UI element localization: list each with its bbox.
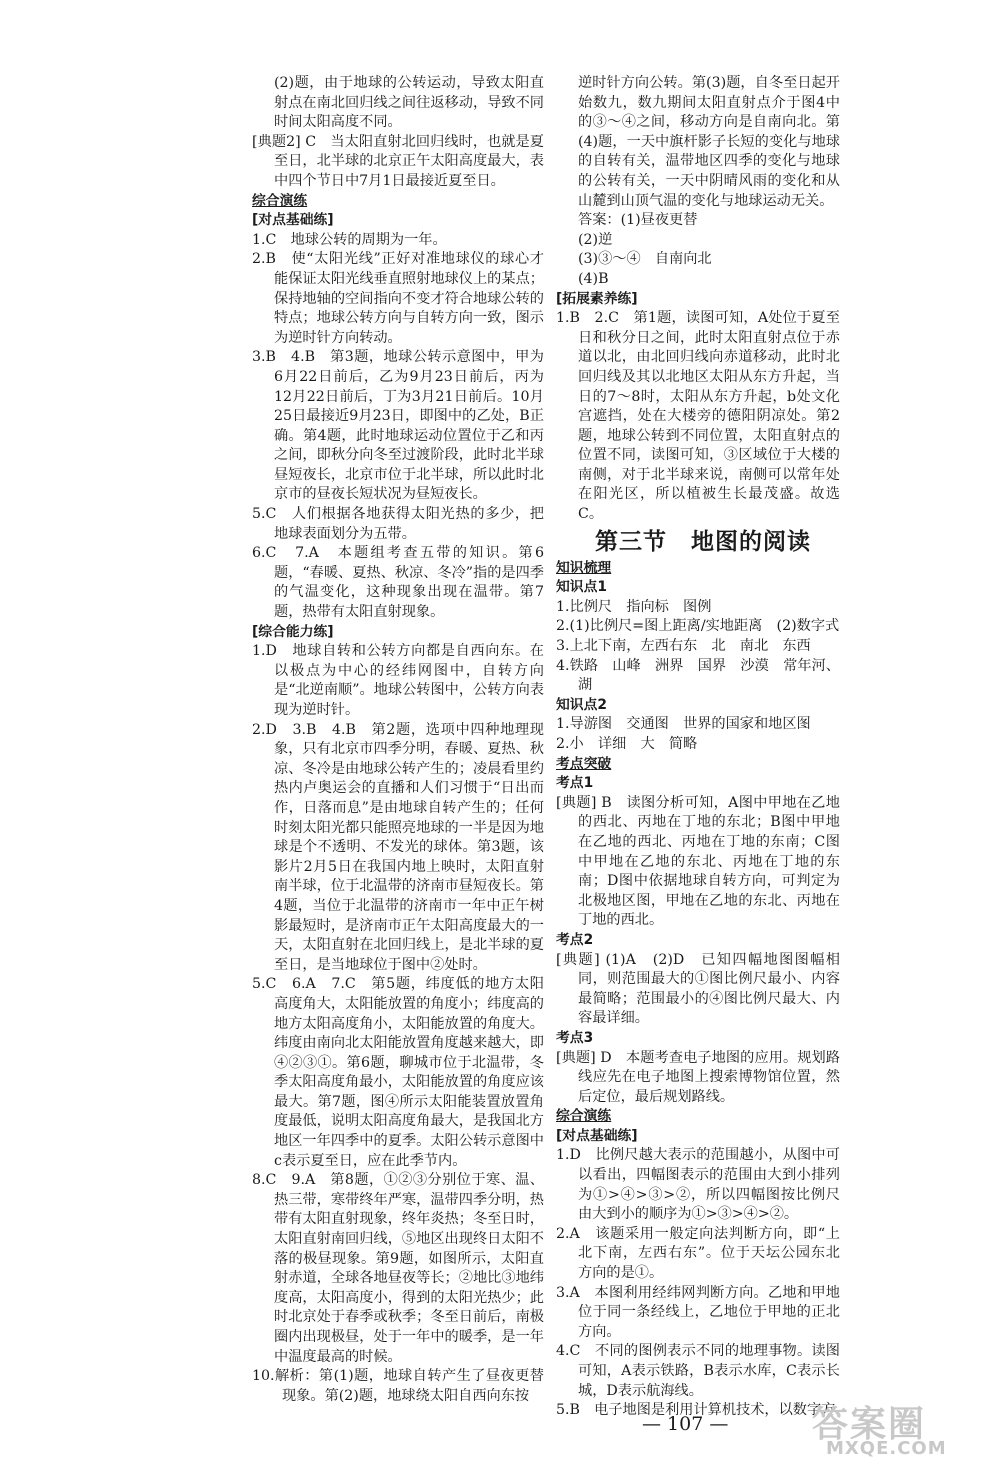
paragraph: 综合演练 xyxy=(252,192,308,209)
paragraph: (4)B xyxy=(578,270,609,287)
right-column-top xyxy=(556,74,840,525)
paragraph: 1.D 比例尺越大表示的范围越小，从图中可以看出，四幅图表示的范围由大到小排列为①>④>③>②，所以四幅图按比例尺由大到小的顺序为①>③>④>②。 xyxy=(556,1147,840,1223)
paragraph: (2)题，由于地球的公转运动，导致太阳直射点在南北回归线之间往返移动，导致不同时间太阳高度不同。 xyxy=(274,75,544,131)
paragraph: 3.A 本图利用经纬网判断方向。乙地和甲地位于同一条经线上，乙地位于甲地的正北方向。 xyxy=(556,1284,840,1340)
paragraph: (3)③～④ 自南向北 xyxy=(578,251,712,268)
paragraph: 3.B 4.B 第3题，地球公转示意图中，甲为6月22日前后，乙为9月23日前后，丙为12月22日前后，丁为3月21日前后。10月25日最接近9月23日，即图中的乙处，B正确。第4题，此时地球运动位置位于乙和丙之间，即秋分向冬至过渡阶段，此时北半球昼短夜长，北京市位于北半球，所以此时北京市的昼夜长短状况为昼短夜长。 xyxy=(252,349,544,503)
paragraph: 3.上北下南，左西右东 北 南北 东西 xyxy=(556,638,811,655)
paragraph: 1.导游图 交通图 世界的国家和地区图 xyxy=(556,716,811,733)
paragraph: 6.C 7.A 本题组考查五带的知识。第6题，“春暖、夏热、秋凉、冬冷”指的是四季的气温变化，这种现象出现在温带。第7题，热带有太阳直射现象。 xyxy=(252,545,544,621)
right-column xyxy=(556,74,840,1421)
paragraph: 逆时针方向公转。第(3)题，自冬至日起开始数九，数九期间太阳直射点介于图4中的③～④之间，移动方向是自南向北。第(4)题，一天中旗杆影子长短的变化与地球的自转有关，温带地区四季的变化与地球的公转有关，一天中阴晴风雨的变化和从山麓到山顶气温的变化与地球运动无关。 xyxy=(578,75,840,209)
paragraph: 综合演练 xyxy=(556,1108,612,1125)
paragraph: 4.铁路 山峰 洲界 国界 沙漠 常年河、湖 xyxy=(556,657,840,694)
paragraph: 知识点1 xyxy=(556,579,607,596)
paragraph: 考点3 xyxy=(556,1029,594,1046)
paragraph: 2.D 3.B 4.B 第2题，选项中四种地理现象，只有北京市四季分明，春暖、夏热、秋凉、冬冷是由地球公转产生的；凌晨看里约热内卢奥运会的直播和人们习惯于“日出而作，日落而息”是由地球自转产生的；任何时刻太阳光都只能照亮地球的一半是因为地球是个不透明、不发光的球体。第3题，该影片2月5日在我国内地上映时，太阳直射南半球，位于北温带的济南市昼短夜长。第4题，当位于北温带的济南市一年中正午树影最短时，是济南市正午太阳高度最大的一天，太阳直射在北回归线上，是北半球的夏至日，是当地球位于图中②处时。 xyxy=(252,721,544,973)
section-title: 第三节 地图的阅读 xyxy=(595,528,811,555)
paragraph: 1.B 2.C 第1题，读图可知，A处位于夏至日和秋分日之间，此时太阳直射点位于赤道以北，由北回归线向赤道移动，此时北回归线及其以北地区太阳从东方升起，当日的7～8时，太阳从东方升起，b处文化宫遮挡，处在大楼旁的德阳阴凉处。第2题，地球公转到不同位置，太阳直射点的位置不同，读图可知，③区域位于大楼的南侧，对于北半球来说，南侧可以常年处在阳光区，所以植被生长最茂盛。故选C。 xyxy=(556,310,840,523)
paragraph: 1.C 地球公转的周期为一年。 xyxy=(252,231,447,248)
paragraph: [典题] D 本题考查电子地图的应用。规划路线应先在电子地图上搜索博物馆位置，然后定位，最后规划路线。 xyxy=(556,1049,840,1105)
paragraph: 2.(1)比例尺=图上距离/实地距离 (2)数字式 xyxy=(556,618,840,635)
paragraph: [典题] B 读图分析可知，A图中甲地在乙地的西北、丙地在丁地的东北；B图中甲地在乙地的西北、丙地在丁地的东南；C图中甲地在乙地的东北、丙地在丁地的东南；D图中依据地球自转方向，可判定为北极地区图，甲地在乙地的东北、丙地在丁地的西北。 xyxy=(556,794,840,929)
paragraph: (2)逆 xyxy=(578,231,613,248)
paragraph: 1.比例尺 指向标 图例 xyxy=(556,598,712,615)
paragraph: 1.D 地球自转和公转方向都是自西向东。在以极点为中心的经纬网图中，自转方向是“北逆南顺”。地球公转图中，公转方向表现为逆时针。 xyxy=(252,643,544,718)
paragraph: 知识梳理 xyxy=(556,559,612,576)
paragraph: 10.解析：第(1)题，地球自转产生了昼夜更替现象。第(2)题，地球绕太阳自西向东按 xyxy=(252,1368,544,1404)
paragraph: [拓展素养练] xyxy=(556,290,638,307)
paragraph: 2.小 详细 大 简略 xyxy=(556,736,698,752)
paragraph: [典题2] C 当太阳直射北回归线时，也就是夏至日，北半球的北京正午太阳高度最大，表中四个节日中7月1日最接近夏至日。 xyxy=(252,133,544,189)
paragraph: 4.C 不同的图例表示不同的地理事物。读图可知，A表示铁路，B表示水库，C表示长城，D表示航海线。 xyxy=(556,1343,840,1399)
paragraph: 知识点2 xyxy=(556,696,607,713)
paragraph: 8.C 9.A 第8题，①②③分别位于寒、温、热三带，寒带终年严寒，温带四季分明，热带有太阳直射现象，终年炎热；冬至日时，太阳直射南回归线，⑤地区出现终日太阳不落的极昼现象。第9题，如图所示，太阳直射赤道，全球各地昼夜等长；②地比③地纬度高，太阳高度小，得到的太阳光热少；此时北京处于春季或秋季；冬至日前后，南极圈内出现极昼，处于一年中的暖季，是一年中温度最高的时候。 xyxy=(252,1172,544,1365)
watermark-url: MXQE.COM xyxy=(826,1438,947,1459)
paragraph: [对点基础练] xyxy=(252,212,334,229)
paragraph: 2.A 该题采用一般定向法判断方向，即“上北下南，左西右东”。位于天坛公园东北方向的是①。 xyxy=(556,1225,840,1282)
paragraph: 2.B 使“太阳光线”正好对准地球仪的球心才能保证太阳光线垂直照射地球仪上的某点；保持地轴的空间指向不变才符合地球公转的特点；地球公转方向与自转方向一致，图示为逆时针方向转动。 xyxy=(252,251,544,346)
left-column xyxy=(252,74,544,1406)
paragraph: 5.B 电子地图是利用计算机技术，以数字方 xyxy=(556,1402,836,1419)
paragraph: 考点突破 xyxy=(556,755,612,772)
paragraph: [对点基础练] xyxy=(556,1127,638,1144)
paragraph: 5.C 人们根据各地获得太阳光热的多少，把地球表面划分为五带。 xyxy=(252,506,544,542)
paragraph: 5.C 6.A 7.C 第5题，纬度低的地方太阳高度角大，太阳能放置的角度小；纬度高的地方太阳高度角小，太阳能放置的角度大。纬度由南向北太阳能放置角度越来越大，即④②③①。第6题，聊城市位于北温带，冬季太阳高度角最小，太阳能放置的角度应该最大。第7题，图④所示太阳能装置放置角度最低，说明太阳高度角最大，是我国北方地区一年四季中的夏季。太阳公转示意图中c表示夏至日，应在此季节内。 xyxy=(252,976,544,1169)
paragraph: 答案：(1)昼夜更替 xyxy=(578,212,698,229)
watermark-mark: 答案圈 xyxy=(812,1404,927,1445)
paragraph: 考点1 xyxy=(556,775,594,792)
watermark-logo xyxy=(812,1396,988,1460)
paragraph: 考点2 xyxy=(556,931,594,948)
right-column-bottom xyxy=(556,559,840,1421)
paragraph: [综合能力练] xyxy=(252,623,334,640)
page-number: — 107 — xyxy=(642,1413,729,1435)
paragraph: [典题] (1)A (2)D 已知四幅地图图幅相同，则范围最大的①图比例尺最小、内容最简略；范围最小的④图比例尺最大、内容最详细。 xyxy=(556,951,840,1027)
